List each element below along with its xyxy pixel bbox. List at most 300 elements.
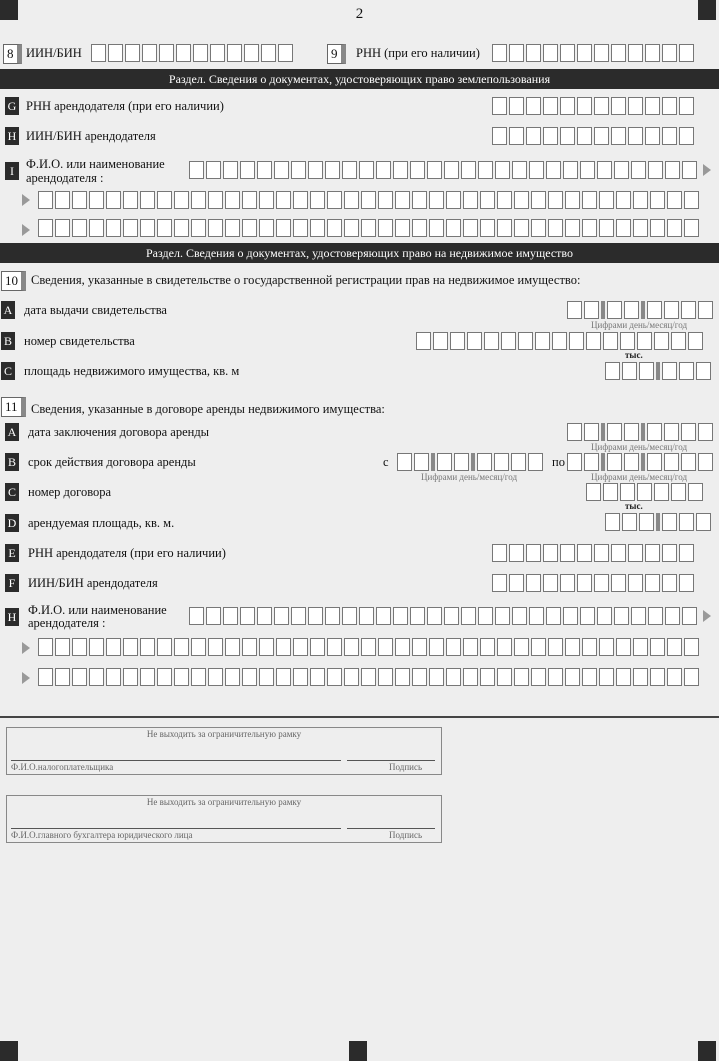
row-h2-cells-line2[interactable]	[38, 638, 701, 656]
input-cell[interactable]	[157, 191, 172, 209]
input-cell[interactable]	[125, 44, 140, 62]
input-cell[interactable]	[359, 161, 374, 179]
row-d2-area-cells[interactable]	[605, 513, 713, 531]
input-cell[interactable]	[463, 668, 478, 686]
field-9-cells[interactable]	[492, 44, 696, 62]
row-g-cells[interactable]	[492, 97, 696, 115]
input-cell[interactable]	[242, 219, 257, 237]
input-cell[interactable]	[495, 607, 510, 625]
input-cell[interactable]	[361, 219, 376, 237]
input-cell[interactable]	[327, 219, 342, 237]
input-cell[interactable]	[361, 668, 376, 686]
input-cell[interactable]	[244, 44, 259, 62]
input-cell[interactable]	[543, 127, 558, 145]
input-cell[interactable]	[664, 453, 679, 471]
input-cell[interactable]	[242, 638, 257, 656]
input-cell[interactable]	[560, 97, 575, 115]
input-cell[interactable]	[688, 483, 703, 501]
input-cell[interactable]	[648, 607, 663, 625]
input-cell[interactable]	[565, 191, 580, 209]
input-cell[interactable]	[671, 332, 686, 350]
input-cell[interactable]	[580, 161, 595, 179]
input-cell[interactable]	[429, 668, 444, 686]
input-cell[interactable]	[55, 668, 70, 686]
row-b-cells[interactable]	[416, 332, 705, 350]
input-cell[interactable]	[72, 191, 87, 209]
input-cell[interactable]	[650, 638, 665, 656]
input-cell[interactable]	[293, 668, 308, 686]
input-cell[interactable]	[208, 668, 223, 686]
input-cell[interactable]	[327, 191, 342, 209]
input-cell[interactable]	[174, 668, 189, 686]
input-cell[interactable]	[55, 191, 70, 209]
row-h2-cells-line1[interactable]	[189, 607, 699, 625]
input-cell[interactable]	[378, 219, 393, 237]
input-cell[interactable]	[429, 219, 444, 237]
input-cell[interactable]	[681, 423, 696, 441]
input-cell[interactable]	[344, 191, 359, 209]
input-cell[interactable]	[650, 668, 665, 686]
input-cell[interactable]	[511, 453, 526, 471]
input-cell[interactable]	[560, 127, 575, 145]
input-cell[interactable]	[492, 97, 507, 115]
input-cell[interactable]	[55, 638, 70, 656]
input-cell[interactable]	[528, 453, 543, 471]
input-cell[interactable]	[514, 668, 529, 686]
input-cell[interactable]	[563, 607, 578, 625]
input-cell[interactable]	[140, 191, 155, 209]
input-cell[interactable]	[599, 638, 614, 656]
input-cell[interactable]	[463, 219, 478, 237]
input-cell[interactable]	[446, 668, 461, 686]
input-cell[interactable]	[529, 607, 544, 625]
input-cell[interactable]	[548, 191, 563, 209]
input-cell[interactable]	[395, 668, 410, 686]
input-cell[interactable]	[240, 161, 255, 179]
input-cell[interactable]	[645, 97, 660, 115]
input-cell[interactable]	[259, 191, 274, 209]
input-cell[interactable]	[274, 607, 289, 625]
input-cell[interactable]	[378, 668, 393, 686]
input-cell[interactable]	[560, 574, 575, 592]
input-cell[interactable]	[393, 161, 408, 179]
input-cell[interactable]	[682, 161, 697, 179]
input-cell[interactable]	[429, 638, 444, 656]
input-cell[interactable]	[552, 332, 567, 350]
input-cell[interactable]	[140, 668, 155, 686]
input-cell[interactable]	[310, 668, 325, 686]
input-cell[interactable]	[477, 453, 492, 471]
input-cell[interactable]	[191, 219, 206, 237]
input-cell[interactable]	[611, 127, 626, 145]
input-cell[interactable]	[584, 301, 599, 319]
input-cell[interactable]	[484, 332, 499, 350]
input-cell[interactable]	[240, 607, 255, 625]
input-cell[interactable]	[679, 513, 694, 531]
input-cell[interactable]	[293, 638, 308, 656]
input-cell[interactable]	[344, 219, 359, 237]
input-cell[interactable]	[637, 332, 652, 350]
input-cell[interactable]	[291, 607, 306, 625]
input-cell[interactable]	[223, 161, 238, 179]
input-cell[interactable]	[446, 191, 461, 209]
input-cell[interactable]	[123, 191, 138, 209]
input-cell[interactable]	[611, 44, 626, 62]
input-cell[interactable]	[679, 44, 694, 62]
input-cell[interactable]	[454, 453, 469, 471]
input-cell[interactable]	[535, 332, 550, 350]
input-cell[interactable]	[414, 453, 429, 471]
input-cell[interactable]	[242, 668, 257, 686]
input-cell[interactable]	[492, 127, 507, 145]
input-cell[interactable]	[38, 668, 53, 686]
input-cell[interactable]	[597, 161, 612, 179]
input-cell[interactable]	[577, 544, 592, 562]
input-cell[interactable]	[412, 668, 427, 686]
input-cell[interactable]	[654, 483, 669, 501]
input-cell[interactable]	[543, 574, 558, 592]
input-cell[interactable]	[189, 607, 204, 625]
input-cell[interactable]	[344, 668, 359, 686]
input-cell[interactable]	[463, 638, 478, 656]
row-i-cells-line3[interactable]	[38, 219, 701, 237]
input-cell[interactable]	[628, 97, 643, 115]
input-cell[interactable]	[531, 668, 546, 686]
input-cell[interactable]	[106, 638, 121, 656]
input-cell[interactable]	[193, 44, 208, 62]
input-cell[interactable]	[616, 638, 631, 656]
input-cell[interactable]	[647, 423, 662, 441]
input-cell[interactable]	[577, 574, 592, 592]
input-cell[interactable]	[543, 44, 558, 62]
input-cell[interactable]	[478, 607, 493, 625]
input-cell[interactable]	[478, 161, 493, 179]
input-cell[interactable]	[518, 332, 533, 350]
row-c2-cells[interactable]	[586, 483, 705, 501]
input-cell[interactable]	[526, 44, 541, 62]
input-cell[interactable]	[206, 607, 221, 625]
input-cell[interactable]	[639, 513, 654, 531]
input-cell[interactable]	[512, 607, 527, 625]
row-f2-cells[interactable]	[492, 574, 696, 592]
input-cell[interactable]	[637, 483, 652, 501]
input-cell[interactable]	[208, 638, 223, 656]
input-cell[interactable]	[662, 44, 677, 62]
input-cell[interactable]	[429, 191, 444, 209]
input-cell[interactable]	[616, 668, 631, 686]
input-cell[interactable]	[157, 638, 172, 656]
input-cell[interactable]	[679, 574, 694, 592]
input-cell[interactable]	[577, 97, 592, 115]
input-cell[interactable]	[174, 638, 189, 656]
input-cell[interactable]	[427, 161, 442, 179]
period-from-date-cells[interactable]	[397, 453, 545, 471]
input-cell[interactable]	[225, 668, 240, 686]
input-cell[interactable]	[679, 127, 694, 145]
input-cell[interactable]	[480, 668, 495, 686]
input-cell[interactable]	[410, 161, 425, 179]
input-cell[interactable]	[174, 191, 189, 209]
input-cell[interactable]	[497, 191, 512, 209]
input-cell[interactable]	[444, 161, 459, 179]
input-cell[interactable]	[276, 191, 291, 209]
input-cell[interactable]	[662, 513, 677, 531]
input-cell[interactable]	[274, 161, 289, 179]
input-cell[interactable]	[648, 161, 663, 179]
row-a-date-cells[interactable]	[567, 301, 715, 319]
input-cell[interactable]	[310, 191, 325, 209]
input-cell[interactable]	[327, 638, 342, 656]
input-cell[interactable]	[89, 191, 104, 209]
row-i-cells-line2[interactable]	[38, 191, 701, 209]
input-cell[interactable]	[106, 219, 121, 237]
input-cell[interactable]	[123, 668, 138, 686]
input-cell[interactable]	[633, 638, 648, 656]
input-cell[interactable]	[584, 423, 599, 441]
input-cell[interactable]	[582, 219, 597, 237]
input-cell[interactable]	[123, 219, 138, 237]
input-cell[interactable]	[106, 668, 121, 686]
input-cell[interactable]	[679, 362, 694, 380]
input-cell[interactable]	[647, 453, 662, 471]
input-cell[interactable]	[397, 453, 412, 471]
row-h-cells[interactable]	[492, 127, 696, 145]
input-cell[interactable]	[681, 453, 696, 471]
input-cell[interactable]	[344, 638, 359, 656]
input-cell[interactable]	[607, 301, 622, 319]
input-cell[interactable]	[639, 362, 654, 380]
input-cell[interactable]	[461, 607, 476, 625]
input-cell[interactable]	[698, 301, 713, 319]
input-cell[interactable]	[594, 574, 609, 592]
input-cell[interactable]	[654, 332, 669, 350]
input-cell[interactable]	[492, 574, 507, 592]
input-cell[interactable]	[526, 544, 541, 562]
row-c-area-cells[interactable]	[605, 362, 713, 380]
input-cell[interactable]	[582, 668, 597, 686]
row-e2-cells[interactable]	[492, 544, 696, 562]
input-cell[interactable]	[597, 607, 612, 625]
input-cell[interactable]	[291, 161, 306, 179]
input-cell[interactable]	[664, 301, 679, 319]
input-cell[interactable]	[227, 44, 242, 62]
input-cell[interactable]	[72, 668, 87, 686]
input-cell[interactable]	[225, 638, 240, 656]
input-cell[interactable]	[223, 607, 238, 625]
input-cell[interactable]	[433, 332, 448, 350]
input-cell[interactable]	[628, 44, 643, 62]
input-cell[interactable]	[577, 44, 592, 62]
input-cell[interactable]	[681, 301, 696, 319]
input-cell[interactable]	[157, 668, 172, 686]
input-cell[interactable]	[446, 638, 461, 656]
input-cell[interactable]	[688, 332, 703, 350]
input-cell[interactable]	[206, 161, 221, 179]
input-cell[interactable]	[437, 453, 452, 471]
input-cell[interactable]	[631, 161, 646, 179]
input-cell[interactable]	[412, 191, 427, 209]
input-cell[interactable]	[492, 44, 507, 62]
input-cell[interactable]	[259, 638, 274, 656]
input-cell[interactable]	[293, 219, 308, 237]
input-cell[interactable]	[494, 453, 509, 471]
input-cell[interactable]	[526, 127, 541, 145]
input-cell[interactable]	[72, 219, 87, 237]
input-cell[interactable]	[599, 668, 614, 686]
input-cell[interactable]	[548, 219, 563, 237]
input-cell[interactable]	[599, 191, 614, 209]
input-cell[interactable]	[546, 607, 561, 625]
input-cell[interactable]	[633, 668, 648, 686]
input-cell[interactable]	[645, 574, 660, 592]
input-cell[interactable]	[548, 668, 563, 686]
input-cell[interactable]	[497, 638, 512, 656]
input-cell[interactable]	[594, 127, 609, 145]
input-cell[interactable]	[662, 127, 677, 145]
input-cell[interactable]	[395, 191, 410, 209]
input-cell[interactable]	[603, 332, 618, 350]
input-cell[interactable]	[650, 219, 665, 237]
input-cell[interactable]	[259, 219, 274, 237]
input-cell[interactable]	[662, 544, 677, 562]
input-cell[interactable]	[526, 574, 541, 592]
input-cell[interactable]	[140, 638, 155, 656]
input-cell[interactable]	[662, 97, 677, 115]
input-cell[interactable]	[514, 219, 529, 237]
input-cell[interactable]	[412, 638, 427, 656]
input-cell[interactable]	[624, 453, 639, 471]
input-cell[interactable]	[667, 668, 682, 686]
input-cell[interactable]	[89, 668, 104, 686]
input-cell[interactable]	[605, 513, 620, 531]
input-cell[interactable]	[543, 97, 558, 115]
input-cell[interactable]	[259, 668, 274, 686]
input-cell[interactable]	[495, 161, 510, 179]
input-cell[interactable]	[378, 638, 393, 656]
input-cell[interactable]	[624, 301, 639, 319]
input-cell[interactable]	[308, 607, 323, 625]
input-cell[interactable]	[242, 191, 257, 209]
input-cell[interactable]	[560, 44, 575, 62]
input-cell[interactable]	[108, 44, 123, 62]
input-cell[interactable]	[611, 97, 626, 115]
input-cell[interactable]	[376, 161, 391, 179]
input-cell[interactable]	[662, 574, 677, 592]
input-cell[interactable]	[509, 544, 524, 562]
input-cell[interactable]	[427, 607, 442, 625]
input-cell[interactable]	[667, 219, 682, 237]
input-cell[interactable]	[696, 513, 711, 531]
input-cell[interactable]	[603, 483, 618, 501]
input-cell[interactable]	[624, 423, 639, 441]
input-cell[interactable]	[647, 301, 662, 319]
input-cell[interactable]	[293, 191, 308, 209]
input-cell[interactable]	[89, 219, 104, 237]
input-cell[interactable]	[582, 191, 597, 209]
input-cell[interactable]	[622, 362, 637, 380]
input-cell[interactable]	[257, 161, 272, 179]
accountant-signature-box[interactable]	[6, 795, 442, 843]
input-cell[interactable]	[310, 638, 325, 656]
input-cell[interactable]	[461, 161, 476, 179]
input-cell[interactable]	[684, 219, 699, 237]
input-cell[interactable]	[257, 607, 272, 625]
input-cell[interactable]	[89, 638, 104, 656]
input-cell[interactable]	[577, 127, 592, 145]
input-cell[interactable]	[106, 191, 121, 209]
input-cell[interactable]	[531, 638, 546, 656]
input-cell[interactable]	[599, 219, 614, 237]
input-cell[interactable]	[580, 607, 595, 625]
input-cell[interactable]	[395, 219, 410, 237]
input-cell[interactable]	[531, 191, 546, 209]
input-cell[interactable]	[276, 668, 291, 686]
input-cell[interactable]	[620, 483, 635, 501]
input-cell[interactable]	[616, 219, 631, 237]
row-h2-cells-line3[interactable]	[38, 668, 701, 686]
input-cell[interactable]	[72, 638, 87, 656]
input-cell[interactable]	[410, 607, 425, 625]
input-cell[interactable]	[509, 44, 524, 62]
input-cell[interactable]	[480, 638, 495, 656]
input-cell[interactable]	[327, 668, 342, 686]
input-cell[interactable]	[622, 513, 637, 531]
input-cell[interactable]	[671, 483, 686, 501]
input-cell[interactable]	[189, 161, 204, 179]
input-cell[interactable]	[55, 219, 70, 237]
input-cell[interactable]	[586, 483, 601, 501]
input-cell[interactable]	[664, 423, 679, 441]
input-cell[interactable]	[174, 219, 189, 237]
input-cell[interactable]	[684, 191, 699, 209]
input-cell[interactable]	[584, 453, 599, 471]
input-cell[interactable]	[412, 219, 427, 237]
input-cell[interactable]	[395, 638, 410, 656]
input-cell[interactable]	[565, 668, 580, 686]
input-cell[interactable]	[444, 607, 459, 625]
input-cell[interactable]	[325, 607, 340, 625]
input-cell[interactable]	[569, 332, 584, 350]
input-cell[interactable]	[342, 161, 357, 179]
input-cell[interactable]	[582, 638, 597, 656]
input-cell[interactable]	[509, 574, 524, 592]
input-cell[interactable]	[605, 362, 620, 380]
input-cell[interactable]	[696, 362, 711, 380]
input-cell[interactable]	[361, 638, 376, 656]
input-cell[interactable]	[261, 44, 276, 62]
input-cell[interactable]	[565, 638, 580, 656]
input-cell[interactable]	[157, 219, 172, 237]
input-cell[interactable]	[645, 44, 660, 62]
input-cell[interactable]	[378, 191, 393, 209]
input-cell[interactable]	[497, 219, 512, 237]
input-cell[interactable]	[567, 423, 582, 441]
input-cell[interactable]	[682, 607, 697, 625]
input-cell[interactable]	[616, 191, 631, 209]
input-cell[interactable]	[628, 544, 643, 562]
input-cell[interactable]	[450, 332, 465, 350]
input-cell[interactable]	[684, 668, 699, 686]
input-cell[interactable]	[225, 191, 240, 209]
input-cell[interactable]	[512, 161, 527, 179]
input-cell[interactable]	[607, 423, 622, 441]
input-cell[interactable]	[140, 219, 155, 237]
input-cell[interactable]	[514, 191, 529, 209]
input-cell[interactable]	[497, 668, 512, 686]
input-cell[interactable]	[359, 607, 374, 625]
input-cell[interactable]	[225, 219, 240, 237]
input-cell[interactable]	[679, 97, 694, 115]
